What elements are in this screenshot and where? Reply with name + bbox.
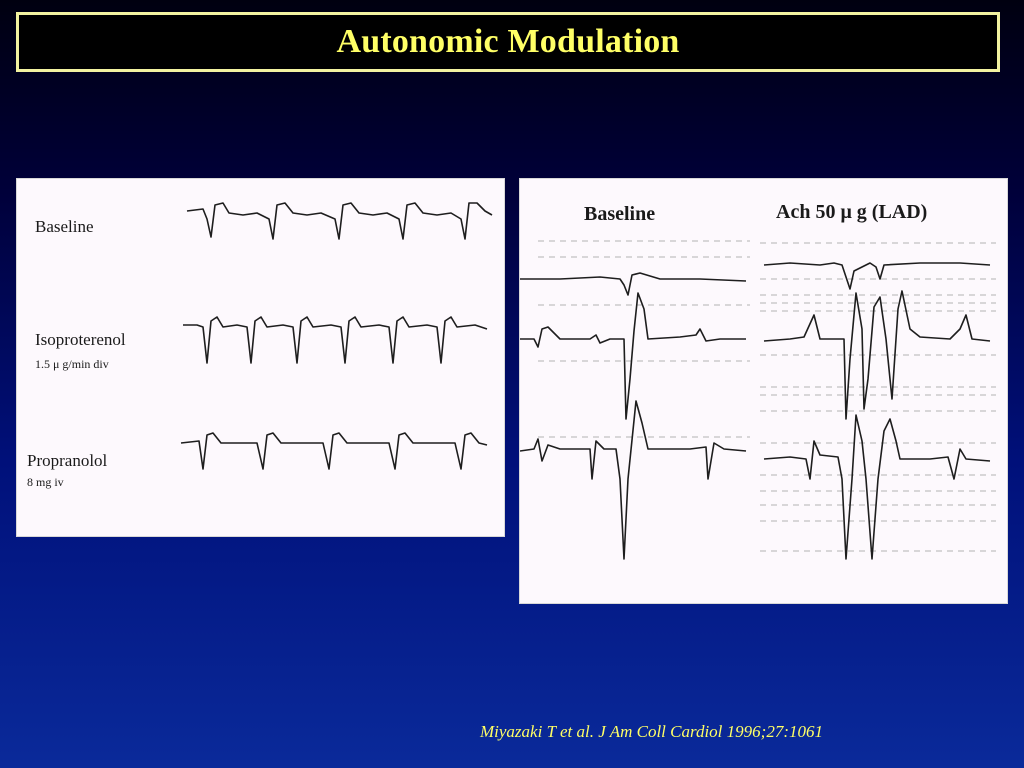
propranolol-label: Propranolol — [27, 451, 108, 470]
baseline-label: Baseline — [35, 217, 94, 236]
ach-label: Ach 50 μ g (LAD) — [776, 201, 928, 223]
ecg-gridlines — [538, 241, 996, 551]
ecg-trace-right-baseline-1 — [520, 273, 746, 295]
ecg-trace-right-baseline-3 — [520, 401, 746, 559]
ecg-trace-right — [520, 179, 1009, 605]
ecg-trace-propranolol — [181, 433, 487, 469]
propranolol-dose: 8 mg iv — [27, 475, 64, 489]
slide-title: Autonomic Modulation — [336, 23, 680, 60]
ecg-trace-baseline — [187, 203, 492, 239]
baseline-label-right: Baseline — [584, 203, 656, 225]
title-box — [16, 12, 1000, 72]
isoproterenol-dose: 1.5 μ g/min div — [35, 357, 109, 371]
ecg-trace-right-baseline-2 — [520, 293, 746, 419]
ecg-trace-right-ach-3 — [764, 415, 990, 559]
ecg-trace-left — [17, 179, 506, 538]
ecg-trace-right-ach-1 — [764, 263, 990, 289]
ecg-panel-right — [519, 178, 1008, 604]
isoproterenol-label: Isoproterenol — [35, 330, 126, 349]
ecg-panel-left — [16, 178, 505, 537]
citation: Miyazaki T et al. J Am Coll Cardiol 1996;27:1061 — [480, 722, 823, 741]
ecg-trace-isoproterenol — [183, 317, 487, 363]
